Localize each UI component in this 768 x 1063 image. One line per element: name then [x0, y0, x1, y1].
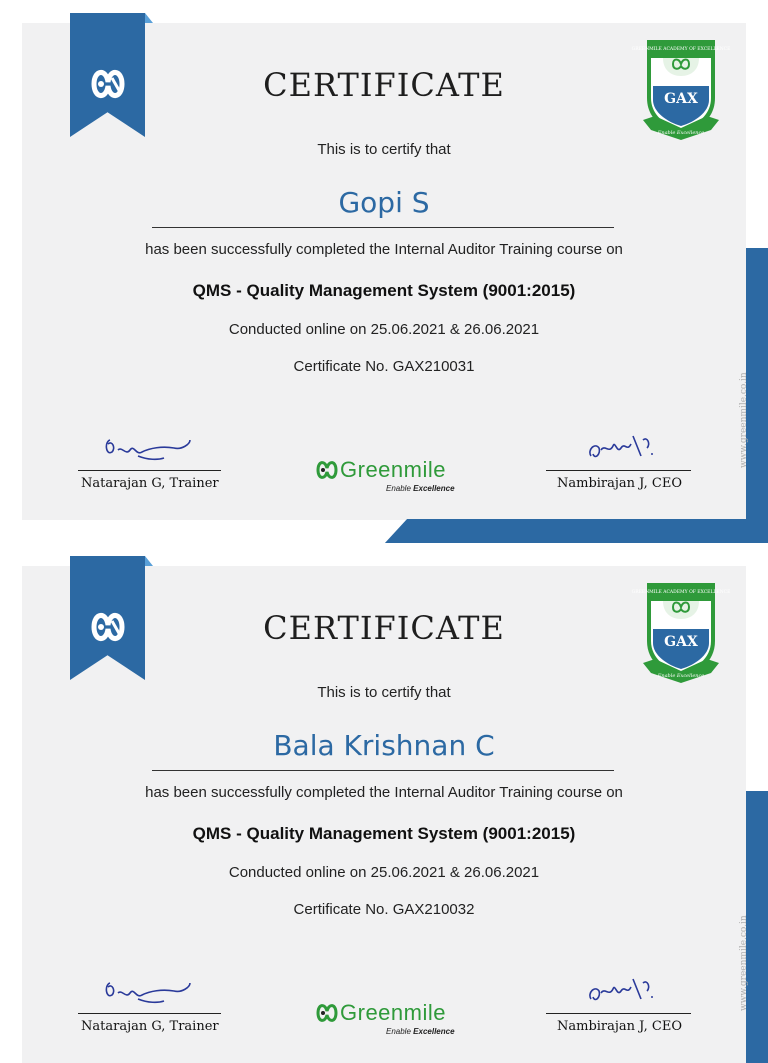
completion-text: has been successfully completed the Internal Auditor Training course on: [145, 241, 623, 258]
svg-text:Enable Excellence: Enable Excellence: [657, 130, 705, 136]
name-underline: [152, 227, 614, 228]
certificate-card-1: [0, 0, 768, 520]
ribbon-fold: [145, 556, 153, 566]
ceo-name: Nambirajan J, CEO: [557, 476, 682, 491]
greenmile-mark-icon: [314, 998, 340, 1028]
certificate-card-2: [0, 543, 768, 1036]
gax-academy-seal: [631, 36, 731, 142]
trainer-signature: [78, 969, 222, 1014]
name-underline: [152, 770, 614, 771]
certify-text: This is to certify that: [317, 684, 451, 701]
greenmile-mark-icon: [314, 455, 340, 485]
brand-wordmark: Greenmile: [340, 1000, 446, 1025]
brand-tagline: Enable Excellence: [386, 484, 455, 493]
conducted-date: Conducted online on 25.06.2021 & 26.06.2021: [228, 864, 540, 881]
completion-text: has been successfully completed the Internal Auditor Training course on: [145, 784, 623, 801]
certificate-number: Certificate No. GAX210031: [293, 358, 475, 375]
trainer-signature-line: [78, 1013, 221, 1014]
trainer-signature-line: [78, 470, 221, 471]
conducted-date: Conducted online on 25.06.2021 & 26.06.2021: [228, 321, 540, 338]
ceo-signature: [547, 426, 691, 471]
svg-text:GAX: GAX: [664, 91, 698, 107]
bottom-band: [384, 519, 768, 544]
greenmile-logo: [314, 998, 456, 1040]
website-watermark: www.greenmile.co.in: [739, 915, 749, 1011]
brand-tagline: Enable Excellence: [386, 1027, 455, 1036]
course-title: QMS - Quality Management System (9001:2015): [192, 824, 576, 843]
svg-text:GREENMILE ACADEMY OF EXCELLENC: GREENMILE ACADEMY OF EXCELLENCE: [631, 590, 731, 595]
recipient-name: Bala Krishnan C: [273, 729, 495, 762]
course-title: QMS - Quality Management System (9001:2015): [192, 281, 576, 300]
certificate-number: Certificate No. GAX210032: [293, 901, 475, 918]
brand-wordmark: Greenmile: [340, 457, 446, 482]
ceo-signature-line: [546, 470, 691, 471]
gax-academy-seal: [631, 579, 731, 685]
trainer-signature: [78, 426, 222, 471]
trainer-name: Natarajan G, Trainer: [81, 476, 219, 491]
certificate-title: CERTIFICATE: [263, 609, 505, 647]
website-watermark: www.greenmile.co.in: [739, 372, 749, 468]
svg-text:GREENMILE ACADEMY OF EXCELLENC: GREENMILE ACADEMY OF EXCELLENCE: [631, 47, 731, 52]
ribbon-fold: [145, 13, 153, 23]
ceo-signature: [547, 969, 691, 1014]
certificate-title: CERTIFICATE: [263, 66, 505, 104]
certify-text: This is to certify that: [317, 141, 451, 158]
svg-text:Enable Excellence: Enable Excellence: [657, 673, 705, 679]
trainer-name: Natarajan G, Trainer: [81, 1019, 219, 1034]
ceo-name: Nambirajan J, CEO: [557, 1019, 682, 1034]
greenmile-logo: [314, 455, 456, 497]
recipient-name: Gopi S: [338, 186, 430, 219]
svg-text:GAX: GAX: [664, 634, 698, 650]
ceo-signature-line: [546, 1013, 691, 1014]
